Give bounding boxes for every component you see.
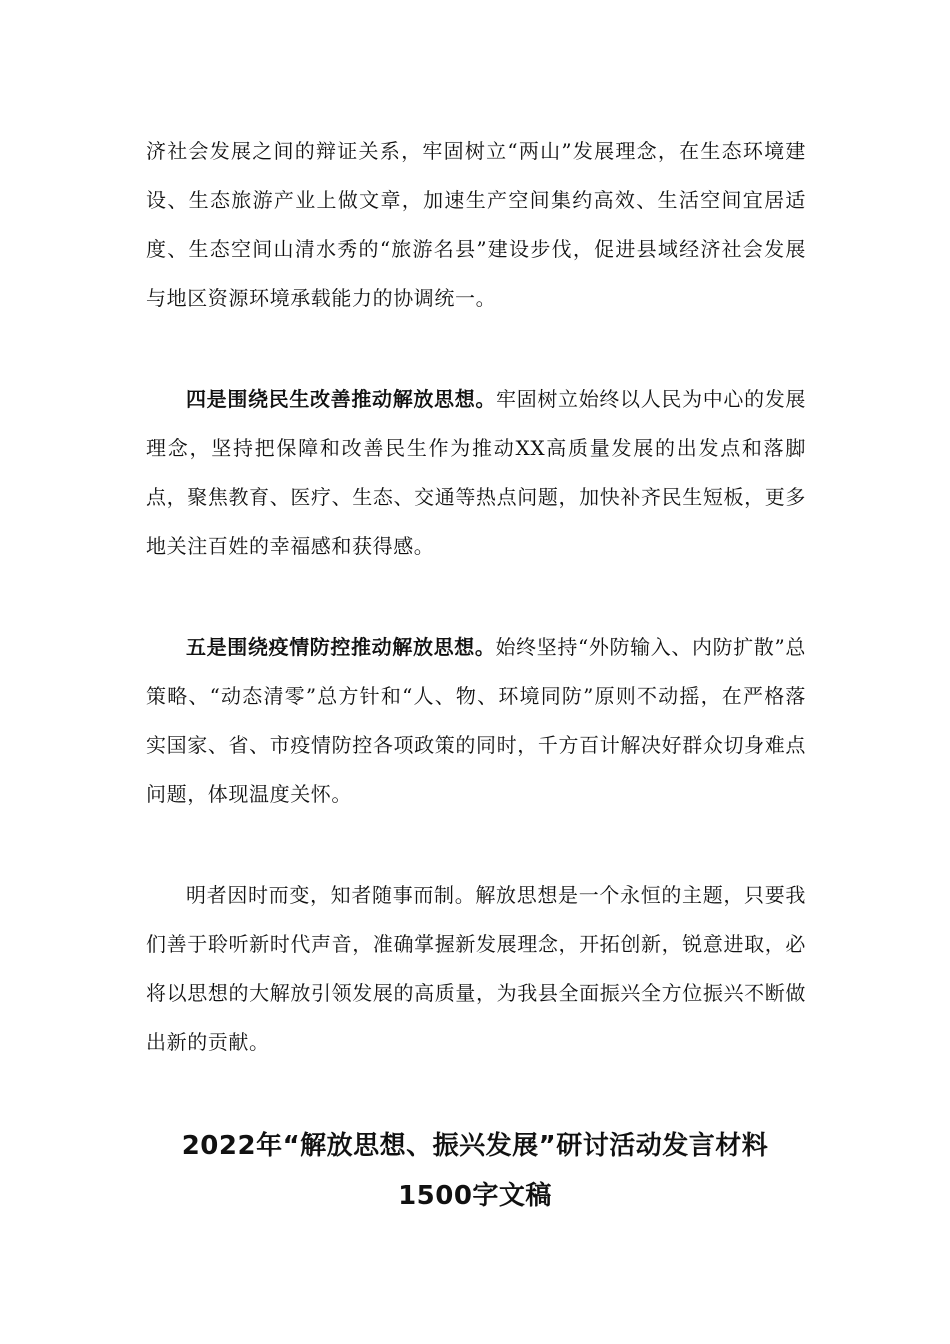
title-line-2: 1500字文稿 [398, 1181, 552, 1211]
title-line-1: 2022年“解放思想、振兴发展”研讨活动发言材料 [181, 1131, 769, 1161]
paragraph-text: 始终坚持“外防输入、内防扩散”总策略、“动态清零”总方针和“人、物、环境同防”原则不动摇，在严格落实国家、省、市疫情防控各项政策的同时，千方百计解决好群众切身难点问题，体现温度关怀。 [146, 635, 806, 806]
paragraph-text: 济社会发展之间的辩证关系，牢固树立“两山”发展理念，在生态环境建设、生态旅游产业上做文章，加速生产空间集约高效、生活空间宜居适度、生态空间山清水秀的“旅游名县”建设步伐，促进县域经济社会发展与地区资源环境承载能力的协调统一。 [146, 139, 806, 310]
paragraph-epidemic [146, 623, 806, 819]
paragraph-text: 牢固树立始终以人民为中心的发展理念，坚持把保障和改善民生作为推动XX高质量发展的出发点和落脚点，聚焦教育、医疗、生态、交通等热点问题，加快补齐民生短板，更多地关注百姓的幸福感和获得感。 [146, 387, 807, 558]
document-title [100, 1121, 850, 1221]
paragraph-conclusion [146, 871, 806, 1067]
paragraph-lead-heading: 五是围绕疫情防控推动解放思想。 [186, 635, 496, 659]
paragraph-text: 明者因时而变，知者随事而制。解放思想是一个永恒的主题，只要我们善于聆听新时代声音，准确掌握新发展理念，开拓创新，锐意进取，必将以思想的大解放引领发展的高质量，为我县全面振兴全方位振兴不断做出新的贡献。 [146, 883, 806, 1054]
paragraph-ecology [146, 127, 806, 323]
paragraph-livelihood [146, 375, 806, 571]
paragraph-lead-heading: 四是围绕民生改善推动解放思想。 [186, 387, 497, 411]
